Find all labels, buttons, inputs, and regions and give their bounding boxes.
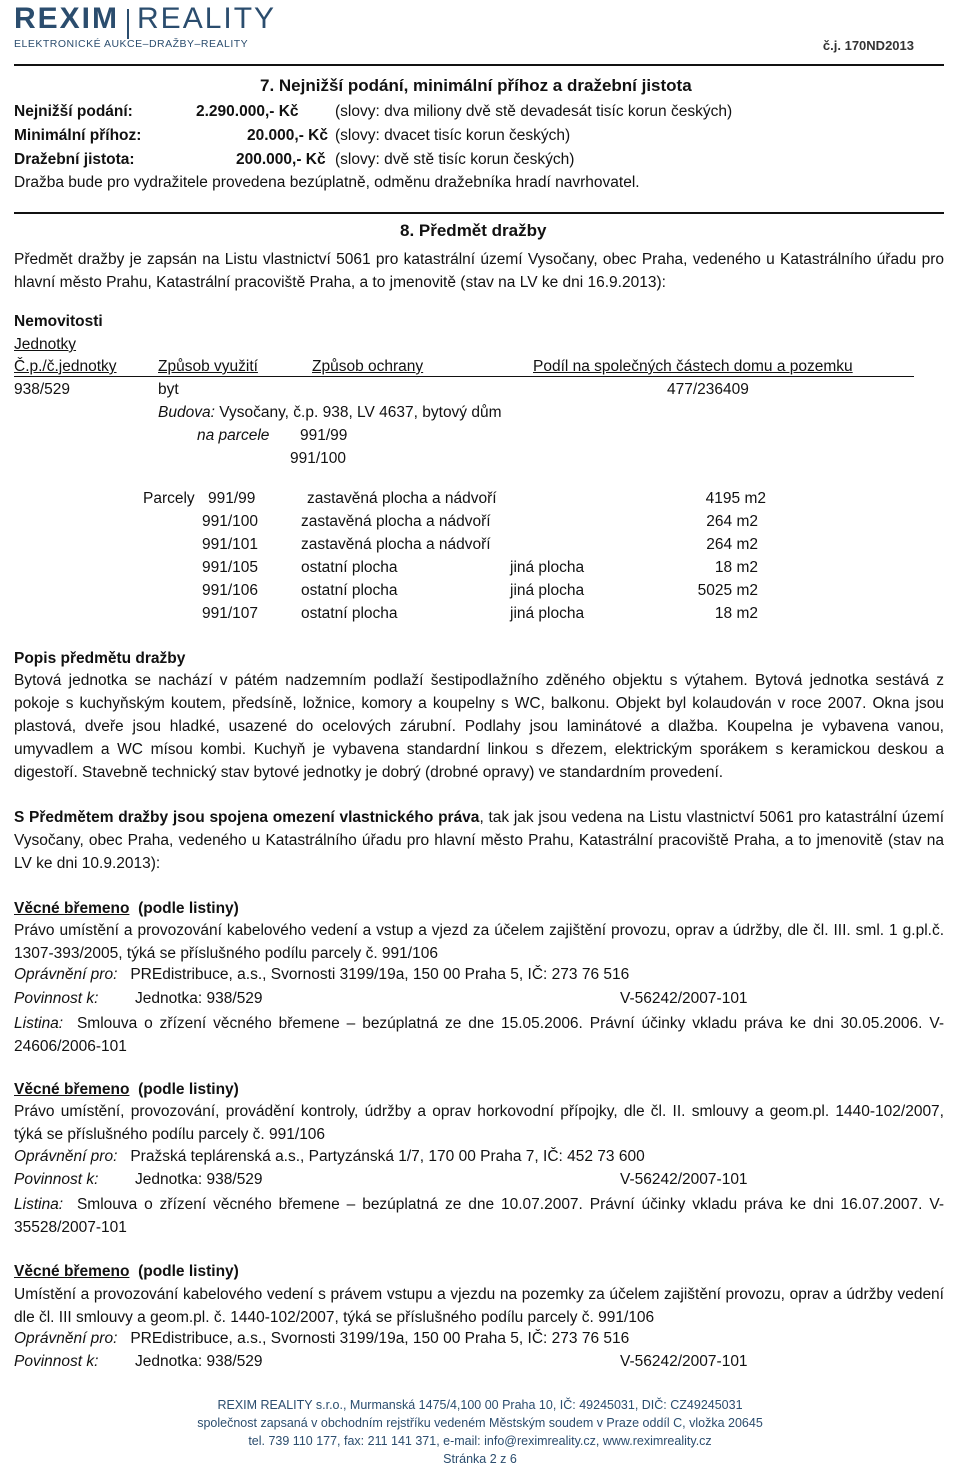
parcel-use: jiná plocha (510, 582, 585, 599)
col-header-use: Způsob využití (158, 358, 258, 375)
page-number: Stránka 2 z 6 (443, 1452, 517, 1466)
min-increment-words: (slovy: dvacet tisíc korun českých) (335, 127, 571, 144)
footer-line-3: tel. 739 110 177, fax: 211 141 371, e-mail: info@reximreality.cz, www.reximreality.cz (248, 1434, 712, 1448)
povinnost-label: Povinnost k: (14, 990, 99, 1007)
parcel-id: 991/101 (202, 536, 259, 553)
parcely-label: Parcely (143, 490, 195, 507)
popis-text: Bytová jednotka se nachází v pátém nadzemním podlaží šestipodlažního zděného objektu s výtahem. Bytová jednotka sestává z pokoje s kuchyňským koutem, předsíně, ložnice, komory a koupelny s WC, balkonu. Objekt byl kolaudován v roce 2007. Okna jsou plastová, dveře jsou hladké, usazené do ocelových zárubní. Podlahy jsou laminátové a dlažba. Koupelna je vybavena vanou, umyvadlem a WC mísou kombi. Kuchyň je vybavena standardní linkou s dřezem, elektrickým sporákem s keramickou deskou a digestoří. Stavebně technický stav bytové jednotky je dobrý (drobné opravy) ve standardním provedení. (14, 672, 944, 781)
section7-title: 7. Nejnižší podání, minimální příhoz a dražební jistota (260, 76, 692, 95)
case-number: č.j. 170ND2013 (822, 38, 914, 53)
auction-deposit-label: Dražební jistota: (14, 151, 135, 168)
jednotky-heading: Jednotky (14, 336, 77, 353)
parcel-type: ostatní plocha (301, 605, 398, 622)
logo-left: REXIM (14, 2, 120, 35)
lowest-bid-amount: 2.290.000,- Kč (196, 103, 299, 120)
section8-title: 8. Předmět dražby (400, 221, 547, 240)
unit-use: byt (158, 381, 179, 398)
nemovitosti-heading: Nemovitosti (14, 313, 103, 330)
bremeno-title-rest: (podle listiny) (138, 1263, 239, 1280)
bremeno-text: Právo umístění, provozování, provádění kontroly, údržby a oprav horkovodní přípojky, dle čl. II. smlouvy a geom.pl. 1440-102/2007, týká se příslušného podílu parcely č. 991/106 (14, 1103, 944, 1143)
bremeno-opravneni (14, 1148, 645, 1166)
bremeno-title-main: Věcné břemeno (14, 1081, 130, 1098)
listina-value: Smlouva o zřízení věcného břemene – bezúplatná ze dne 15.05.2006. Právní účinky vkladu práva ke dni 30.05.2006. V-24606/2006-101 (14, 1015, 944, 1055)
logo-right: REALITY (137, 2, 277, 35)
min-increment-label: Minimální příhoz: (14, 127, 142, 144)
parcel-type: ostatní plocha (301, 559, 398, 576)
section8-intro: Předmět dražby je zapsán na Listu vlastnictví 5061 pro katastrální území Vysočany, obec Praha, vedeného u Katastrálního úřadu pro hlavní město Prahu, Katastrální pracoviště Praha, a to jmenovitě (stav na LV ke dni 16.9.2013): (14, 251, 944, 291)
parcel-type: zastavěná plocha a nádvoří (301, 513, 491, 530)
povinnost-ref: V-56242/2007-101 (620, 990, 748, 1007)
auction-deposit-words: (slovy: dvě stě tisíc korun českých) (335, 151, 575, 168)
povinnost-label: Povinnost k: (14, 1171, 99, 1188)
omezeni-paragraph (14, 806, 944, 875)
logo-separator (127, 9, 129, 39)
bremeno-opravneni (14, 1330, 629, 1348)
parcel-id: 991/105 (202, 559, 259, 576)
omezeni-bold: S Předmětem dražby jsou spojena omezení vlastnického práva (14, 809, 480, 826)
logo (14, 2, 276, 39)
bremeno-title (14, 1081, 239, 1099)
unit-share: 477/236409 (667, 381, 749, 398)
listina-value: Smlouva o zřízení věcného břemene – bezúplatná ze dne 10.07.2007. Právní účinky vkladu práva ke dni 16.07.2007. V-35528/2007-101 (14, 1196, 944, 1236)
budova-label: Budova: (158, 404, 215, 421)
povinnost-value: Jednotka: 938/529 (135, 990, 263, 1007)
povinnost-value: Jednotka: 938/529 (135, 1171, 263, 1188)
povinnost-ref: V-56242/2007-101 (620, 1171, 748, 1188)
logo-subtitle: ELEKTRONICKÉ AUKCE–DRAŽBY–REALITY (14, 38, 249, 50)
parcel-area: 4195 m2 (705, 490, 766, 507)
parcel-id: 991/100 (202, 513, 259, 530)
listina-label: Listina: (14, 1196, 64, 1213)
col-header-share: Podíl na společných částech domu a pozemku (533, 358, 853, 375)
omezeni-text: , tak jak jsou vedena na Listu vlastnictví 5061 pro katastrální území Vysočany, obec Praha, vedeného u Katastrálního úřadu pro hlavní město Prahu, Katastrální pracoviště Praha, a to jmenovitě (stav na LV ke dni 10.9.2013): (14, 809, 944, 872)
parcel-id: 991/106 (202, 582, 259, 599)
footer-line-2: společnost zapsaná v obchodním rejstříku vedeném Městským soudem v Praze oddíl C, vložka 20645 (197, 1416, 763, 1430)
parcel-area: 264 m2 (706, 513, 758, 530)
lowest-bid-label: Nejnižší podání: (14, 103, 133, 120)
bremeno-text: Právo umístění a provozování kabelového vedení a vstup a vjezd za účelem zajištění provozu, oprav a údržby, dle čl. III. sml. 1 g.pl.č. 1307-393/2005, týká se příslušného podílu parcely č. 991/106 (14, 922, 944, 962)
povinnost-value: Jednotka: 938/529 (135, 1353, 263, 1370)
col-header-unit: Č.p./č.jednotky (14, 358, 117, 375)
auction-deposit-amount: 200.000,- Kč (236, 151, 326, 168)
parcel-type: zastavěná plocha a nádvoří (301, 536, 491, 553)
bremeno-title-main: Věcné břemeno (14, 900, 130, 917)
parcel-use: jiná plocha (510, 559, 585, 576)
parcel-area: 5025 m2 (697, 582, 758, 599)
section7-note: Dražba bude pro vydražitele provedena bezúplatně, odměnu dražebníka hradí navrhovatel. (14, 174, 640, 191)
table-header-rule (14, 376, 914, 377)
bremeno-text: Umístění a provozování kabelového vedení s právem vstupu a vjezdu na pozemky za účelem zajištění provozu, oprav a údržby vedení dle čl. III smlouvy a geom.pl. č. 1440-102/2007, týká se příslušného podílu parcely č. 991/106 (14, 1286, 944, 1326)
budova-value: Vysočany, č.p. 938, LV 4637, bytový dům (219, 404, 502, 421)
opravneni-value: PREdistribuce, a.s., Svornosti 3199/19a, 150 00 Praha 5, IČ: 273 76 516 (130, 1330, 630, 1347)
budova-line (158, 404, 502, 422)
parcel-type: zastavěná plocha a nádvoří (307, 490, 497, 507)
povinnost-ref: V-56242/2007-101 (620, 1353, 748, 1370)
bremeno-title (14, 1263, 239, 1281)
bremeno-title-main: Věcné břemeno (14, 1263, 130, 1280)
parcele-label: na parcele (197, 427, 270, 444)
bremeno-opravneni (14, 966, 629, 984)
bremeno-listina (14, 1012, 944, 1058)
bremeno-title (14, 900, 239, 918)
bremeno-listina (14, 1193, 944, 1239)
parcel-use: jiná plocha (510, 605, 585, 622)
parcele-value-2: 991/100 (290, 450, 347, 467)
povinnost-label: Povinnost k: (14, 1353, 99, 1370)
opravneni-label: Oprávnění pro: (14, 1148, 118, 1165)
parcel-type: ostatní plocha (301, 582, 398, 599)
min-increment-amount: 20.000,- Kč (247, 127, 328, 144)
opravneni-value: PREdistribuce, a.s., Svornosti 3199/19a, 150 00 Praha 5, IČ: 273 76 516 (130, 966, 630, 983)
footer-line-1: REXIM REALITY s.r.o., Murmanská 1475/4,100 00 Praha 10, IČ: 49245031, DIČ: CZ49245031 (217, 1398, 743, 1412)
unit-number: 938/529 (14, 381, 71, 398)
bremeno-title-rest: (podle listiny) (138, 900, 239, 917)
opravneni-value: Pražská teplárenská a.s., Partyzánská 1/7, 170 00 Praha 7, IČ: 452 73 600 (130, 1148, 645, 1165)
parcel-area: 264 m2 (706, 536, 758, 553)
opravneni-label: Oprávnění pro: (14, 1330, 118, 1347)
listina-label: Listina: (14, 1015, 64, 1032)
parcel-id: 991/107 (202, 605, 259, 622)
parcele-value-1: 991/99 (300, 427, 348, 444)
lowest-bid-words: (slovy: dva miliony dvě stě devadesát tisíc korun českých) (335, 103, 733, 120)
bremeno-title-rest: (podle listiny) (138, 1081, 239, 1098)
header-rule (14, 64, 944, 66)
parcel-id: 991/99 (208, 490, 256, 507)
opravneni-label: Oprávnění pro: (14, 966, 118, 983)
col-header-protection: Způsob ochrany (312, 358, 424, 375)
parcel-area: 18 m2 (714, 605, 758, 622)
parcel-area: 18 m2 (714, 559, 758, 576)
section8-rule (14, 212, 944, 214)
popis-title: Popis předmětu dražby (14, 650, 186, 667)
